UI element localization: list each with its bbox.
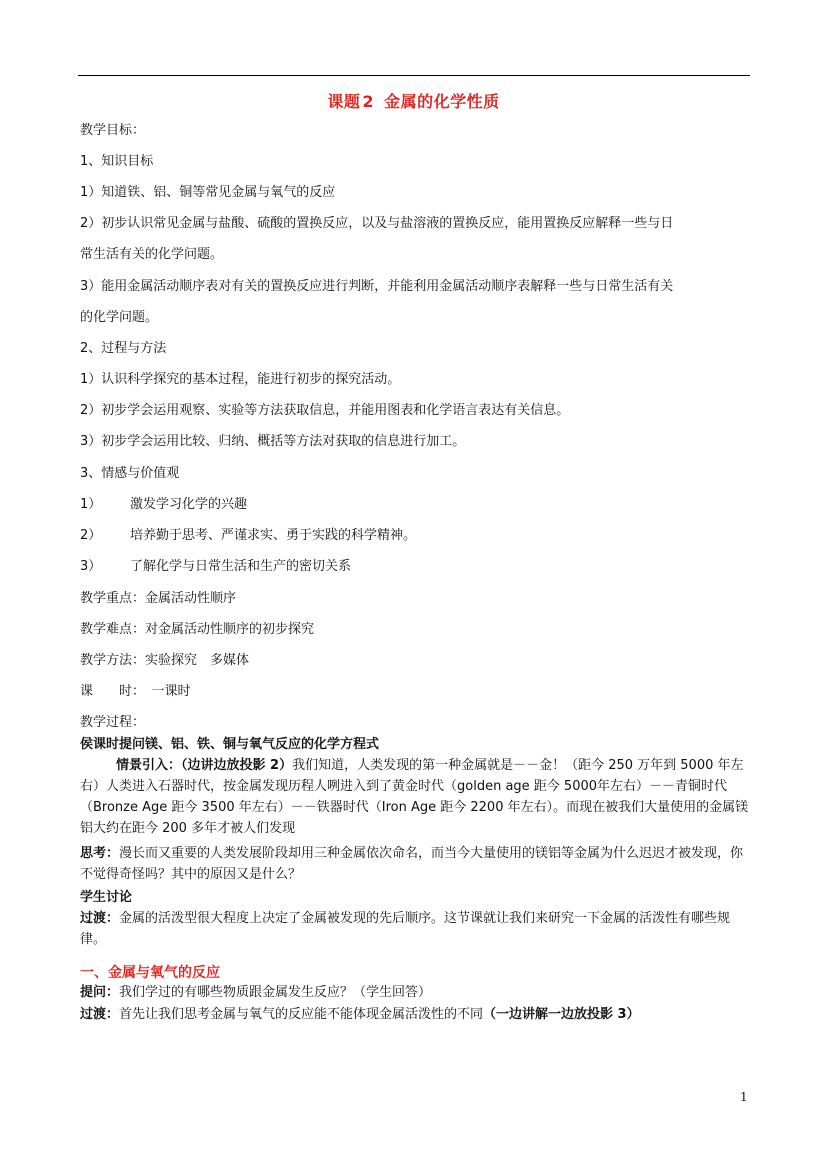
objective-line <box>80 497 247 513</box>
objective-line: 3）能用金属活动顺序表对有关的置换反应进行判断，并能利用金属活动顺序表解释一些与日常生活有关 <box>80 279 674 294</box>
objective-line: 1）认识科学探究的基本过程，能进行初步的探究活动。 <box>80 372 401 387</box>
objective-line: 常生活有关的化学问题。 <box>80 247 224 262</box>
opening-question: 侯课时提问镁、铝、铁、铜与氧气反应的化学方程式 <box>80 737 380 752</box>
objective-line <box>80 559 351 575</box>
scenario-text: 我们知道，人类发现的第一种金属就是－－金！（距今 250 万年到 5000 年左右）人类进入石器时代，按金属发现历程人咧进入到了黄金时代（golden age 距今 5000年左右）－－青铜时代（Bronze Age 距今 3500 年左右）－－铁器时代（Iron Age 距今 2200 年左右）。而现在被我们大量使用的金属镁铝大约在距今 200 多年才被人们发现 <box>80 758 749 836</box>
think-text: 漫长而又重要的人类发展阶段却用三种金属依次命名，而当今大量使用的镁铝等金属为什么迟迟才被发现，你不觉得奇怪吗？其中的原因又是什么？ <box>80 846 744 882</box>
list-marker: 2） <box>80 528 102 543</box>
list-text: 激发学习化学的兴趣 <box>130 497 248 512</box>
class-hours: 课 时： 一课时 <box>80 684 191 699</box>
list-text: 了解化学与日常生活和生产的密切关系 <box>130 559 352 574</box>
objective-line: 的化学问题。 <box>80 310 159 325</box>
question-text: 我们学过的有哪些物质跟金属发生反应？（学生回答） <box>119 985 432 1000</box>
objective-line: 3、情感与价值观 <box>80 466 180 481</box>
transition-label: 过渡： <box>80 911 120 926</box>
objective-line: 2）初步认识常见金属与盐酸、硫酸的置换反应，以及与盐溶液的置换反应，能用置换反应解释一些与日 <box>80 216 674 231</box>
objective-line: 1）知道铁、铝、铜等常见金属与氧气的反应 <box>80 185 336 200</box>
transition-paragraph <box>80 908 752 950</box>
think-paragraph <box>80 843 752 885</box>
page-title <box>0 89 827 112</box>
question-label: 提问： <box>80 985 120 1000</box>
objective-line: 2、过程与方法 <box>80 341 167 356</box>
objective-line: 3）初步学会运用比较、归纳、概括等方法对获取的信息进行加工。 <box>80 434 466 449</box>
list-marker: 1） <box>80 497 102 512</box>
objective-line: 2）初步学会运用观察、实验等方法获取信息，并能用图表和化学语言表达有关信息。 <box>80 403 570 418</box>
transition-label: 过渡： <box>80 1007 120 1022</box>
scenario-paragraph <box>80 755 752 839</box>
title-prefix: 课题 <box>327 92 361 111</box>
page-number: 1 <box>740 1090 748 1104</box>
scenario-label: 情景引入：（边讲边放投影 2） <box>116 758 293 773</box>
list-marker: 3） <box>80 559 102 574</box>
transition-note: （一边讲解一边放投影 3） <box>483 1007 640 1022</box>
objective-line <box>80 528 416 544</box>
teaching-focus: 教学重点：金属活动性顺序 <box>80 591 237 606</box>
student-discussion: 学生讨论 <box>80 890 133 905</box>
process-heading: 教学过程： <box>80 715 146 730</box>
header-rule <box>78 75 750 76</box>
teaching-difficulty: 教学难点：对金属活动性顺序的初步探究 <box>80 622 315 637</box>
list-text: 培养勤于思考、严谨求实、勇于实践的科学精神。 <box>130 528 417 543</box>
question-line <box>80 985 431 1001</box>
title-main: 金属的化学性质 <box>384 92 500 111</box>
transition-line <box>80 1007 640 1023</box>
title-number: 2 <box>362 92 375 111</box>
objectives-heading: 教学目标： <box>80 123 146 138</box>
transition-text: 金属的活泼型很大程度上决定了金属被发现的先后顺序。这节课就让我们来研究一下金属的活泼性有哪些规律。 <box>80 911 731 947</box>
section-heading: 一、金属与氧气的反应 <box>80 965 220 981</box>
think-label: 思考： <box>80 846 120 861</box>
transition-text: 首先让我们思考金属与氧气的反应能不能体现金属活泼性的不同 <box>119 1007 484 1022</box>
objective-line: 1、知识目标 <box>80 154 154 169</box>
teaching-method: 教学方法：实验探究 多媒体 <box>80 653 250 668</box>
